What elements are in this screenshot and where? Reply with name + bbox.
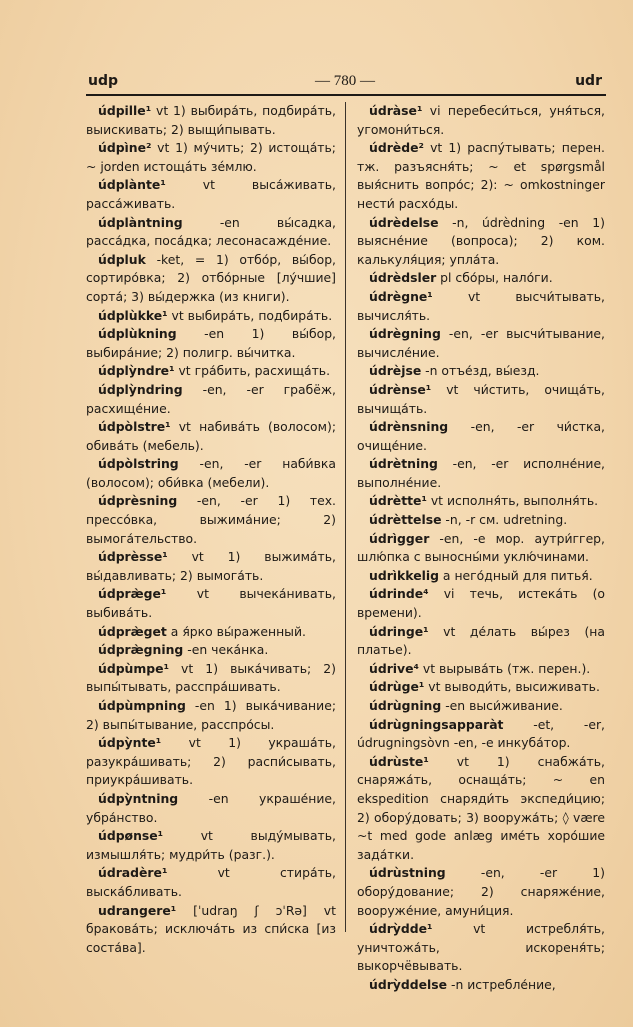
dictionary-entry	[86, 734, 336, 790]
entry-definition: -en, -er чи́стка, очище́ние.	[357, 419, 605, 453]
entry-headword: údrède²	[369, 140, 424, 156]
dictionary-entry	[357, 269, 605, 288]
dictionary-entry	[357, 697, 605, 716]
entry-headword: údrèttelse	[369, 512, 442, 528]
dictionary-entry	[357, 623, 605, 660]
header-right-guide-word: udr	[575, 73, 602, 89]
dictionary-entry	[357, 716, 605, 753]
entry-headword: údrètning	[369, 456, 438, 472]
entry-headword: údrive⁴	[369, 660, 419, 676]
entry-definition: -en, -er грабёж, расхище́ние.	[86, 381, 336, 416]
entry-headword: údrènsning	[369, 419, 449, 435]
entry-headword: údrùge¹	[369, 679, 425, 695]
entry-definition: vt гра́бить, расхища́ть.	[174, 363, 331, 379]
entry-definition: vt выводи́ть, высиживать.	[424, 679, 600, 695]
entry-definition: vt выбира́ть, подбира́ть.	[167, 307, 333, 323]
entry-headword: údpòlstring	[98, 456, 179, 472]
entry-headword: údplùkke¹	[98, 307, 168, 323]
dictionary-entry	[86, 492, 336, 548]
entry-headword: údpỳntning	[98, 790, 179, 806]
entry-definition: vi течь, истека́ть (о времени).	[357, 586, 605, 621]
page-header	[86, 73, 604, 95]
entry-definition: [ˈudraŋ ʃ ɔˈRə] vt бракова́ть; исключа́ть из спи́ска [из соста́ва].	[86, 902, 336, 955]
entry-headword: údplỳndring	[98, 381, 183, 397]
entry-headword: údrèdsler	[369, 270, 437, 286]
entry-headword: údpòlstre¹	[98, 419, 171, 435]
entry-headword: údplànte¹	[98, 177, 166, 193]
entry-headword: údpluk	[98, 251, 146, 267]
entry-headword: údpùmpning	[98, 698, 186, 713]
entry-headword: údrètte¹	[369, 493, 427, 509]
dictionary-entry	[357, 325, 605, 362]
entry-definition: vt 1) распу́тывать; перен. тж. разъясня́ть; ~ et spørgsmål выя́снить вопро́с; 2): ~ omkostninger нести́ расхо́ды.	[357, 140, 605, 211]
entry-definition: vt 1) украша́ть, разукра́шивать; 2) распи́сывать, приукра́шивать.	[86, 735, 336, 788]
entry-definition: a него́дный для питья́.	[438, 567, 593, 583]
entry-headword: údrèjse	[369, 363, 422, 379]
entry-definition: -en, -er высчи́тывание, вычисле́ние.	[357, 326, 605, 360]
dictionary-entry	[357, 455, 605, 492]
entry-definition: vt выса́живать, расса́живать.	[86, 177, 336, 211]
entry-headword: údpræ̀ge¹	[98, 586, 167, 602]
entry-definition: -ket, = 1) отбо́р, вы́бор, сортиро́вка; 2) отбо́рные [лу́чшие] сорта́; 3) вы́держка (из книги).	[86, 251, 336, 304]
entry-headword: údrìgger	[369, 530, 430, 546]
dictionary-entry	[86, 660, 336, 697]
entry-headword: údrinde⁴	[369, 586, 429, 602]
entry-definition: vi перебеси́ться, уня́ться, угомони́ться.	[357, 103, 605, 137]
entry-headword: údpønse¹	[98, 828, 164, 844]
entry-headword: údprèsse¹	[98, 549, 168, 565]
entry-headword: údrùgning	[369, 698, 442, 713]
entry-definition: -n отъе́зд, вы́езд.	[421, 363, 540, 379]
entry-definition: a я́рко вы́раженный.	[166, 623, 306, 639]
dictionary-entry	[357, 362, 605, 381]
entry-headword: údrègne¹	[369, 288, 433, 304]
entry-definition: vt исполня́ть, выполня́ть.	[426, 493, 599, 509]
entry-definition: -en выси́живание.	[441, 698, 563, 713]
dictionary-entry	[357, 678, 605, 697]
dictionary-entry	[86, 418, 336, 455]
dictionary-entry	[86, 362, 336, 381]
dictionary-entry	[357, 418, 605, 455]
entry-definition: -en, -er 1) тех. прессо́вка, выжима́ние; 2) вымога́тельство.	[86, 493, 336, 546]
dictionary-entry	[357, 920, 605, 976]
dictionary-entry	[357, 567, 605, 586]
entry-definition: vt 1) му́чить; 2) истоща́ть; ~ jorden истощáть зéмлю.	[86, 140, 336, 174]
entry-definition: vt стира́ть, выска́бливать.	[86, 865, 336, 899]
entry-definition: vt выду́мывать, измышля́ть; мудри́ть (разг.).	[86, 828, 336, 862]
left-column	[86, 102, 336, 957]
dictionary-entry	[86, 455, 336, 492]
dictionary-entry	[86, 790, 336, 827]
header-rule	[86, 94, 606, 96]
entry-definition: -en, -er исполне́ние, выполне́ние.	[357, 456, 605, 490]
entry-definition: vt чи́стить, очища́ть, вычища́ть.	[357, 381, 605, 416]
entry-definition: -n, údrèdning -en 1) выясне́ние (вопроса); 2) ком. калькуля́ция; упла́та.	[357, 214, 605, 267]
entry-headword: údrùste¹	[369, 753, 429, 769]
entry-headword: údpùmpe¹	[98, 660, 169, 676]
entry-definition: vt 1) выка́чивать; 2) выпы́тывать, расспра́шивать.	[86, 660, 336, 695]
entry-headword: údrènse¹	[369, 381, 432, 397]
entry-definition: vt де́лать вы́рез (на платье).	[357, 623, 605, 658]
entry-definition: vt вырыва́ть (тж. перен.).	[418, 660, 591, 676]
dictionary-entry	[357, 214, 605, 270]
entry-definition: -en, -er 1) обору́дование; 2) снаряже́ние, вооруже́ние, амуни́ция.	[357, 865, 605, 918]
entry-definition: -en, -e мор. аутри́ггер, шлю́пка с выносны́ми уклю́чинами.	[357, 530, 605, 565]
dictionary-entry	[86, 251, 336, 307]
entry-definition: vt 1) выбира́ть, подбира́ть, выискивать; 2) выщи́пывать.	[86, 103, 336, 137]
dictionary-entry	[357, 139, 605, 213]
dictionary-entry	[357, 102, 605, 139]
dictionary-entry	[357, 753, 605, 865]
entry-definition: pl сбо́ры, нало́ги.	[436, 270, 553, 286]
entry-headword: údplùkning	[98, 326, 177, 342]
dictionary-entry	[86, 307, 336, 326]
header-left-guide-word: udp	[88, 73, 119, 89]
entry-definition: -en 1) вы́бор, выбира́ние; 2) полигр. вы́читка.	[86, 326, 336, 360]
entry-definition: -n, -r см. udretning.	[441, 512, 568, 528]
entry-headword: údradère¹	[98, 865, 168, 881]
entry-headword: údrèdelse	[369, 214, 439, 230]
entry-headword: údpỳnte¹	[98, 735, 162, 751]
dictionary-entry	[86, 381, 336, 418]
entry-definition: vt вычека́нивать, выбива́ть.	[86, 586, 336, 621]
entry-definition: -et, -er, údrugningsòvn -en, -e инкуба́тор.	[357, 716, 605, 751]
entry-headword: údrùgningsapparàt	[369, 716, 504, 732]
dictionary-entry	[86, 585, 336, 622]
dictionary-entry	[86, 548, 336, 585]
dictionary-entry	[357, 530, 605, 567]
dictionary-entry	[357, 288, 605, 325]
column-divider	[345, 102, 346, 932]
entry-headword: údpìne²	[98, 140, 152, 156]
entry-headword: udrangere¹	[98, 902, 177, 918]
page-number: — 780 —	[315, 73, 375, 89]
entry-definition: -en вы́садка, расса́дка, поса́дка; лесонасажде́ние.	[86, 214, 336, 249]
entry-definition: -en чека́нка.	[183, 642, 269, 658]
entry-headword: údrỳddelse	[369, 976, 448, 992]
entry-headword: údrỳdde¹	[369, 921, 433, 937]
dictionary-entry	[86, 827, 336, 864]
dictionary-entry	[86, 176, 336, 213]
entry-headword: údprèsning	[98, 493, 178, 509]
entry-definition: -en, -er наби́вка (волосом); оби́вка (мебели).	[86, 456, 336, 490]
entry-headword: údplỳndre¹	[98, 363, 175, 379]
entry-headword: údràse¹	[369, 103, 423, 118]
entry-headword: údrùstning	[369, 865, 446, 881]
dictionary-entry	[357, 381, 605, 418]
dictionary-entry	[86, 641, 336, 660]
dictionary-entry	[357, 864, 605, 920]
dictionary-entry	[357, 585, 605, 622]
dictionary-entry	[357, 492, 605, 511]
entry-definition: -en украше́ние, убра́нство.	[86, 790, 336, 825]
entry-headword: údrègning	[369, 326, 441, 342]
entry-headword: údpræ̀get	[98, 623, 167, 639]
dictionary-entry	[86, 864, 336, 901]
dictionary-entry	[86, 623, 336, 642]
entry-definition: vt 1) снабжа́ть, снаряжа́ть, оснаща́ть; ~ en ekspedition снаряди́ть экспеди́цию; 2) обору́довать; 3) вооружа́ть; ◊ være ~t med gode anlæg име́ть хоро́шие зада́тки.	[357, 753, 605, 862]
dictionary-entry	[86, 902, 336, 958]
dictionary-entry	[86, 139, 336, 176]
dictionary-entry	[357, 976, 605, 995]
right-column	[357, 102, 605, 995]
dictionary-entry	[86, 325, 336, 362]
entry-headword: údpræ̀gning	[98, 642, 184, 658]
entry-definition: vt набива́ть (волосом); обива́ть (мебель).	[86, 419, 336, 453]
dictionary-entry	[86, 214, 336, 251]
dictionary-entry	[357, 660, 605, 679]
entry-headword: udrìkkelig	[369, 567, 439, 583]
dictionary-entry	[86, 697, 336, 734]
dictionary-entry	[86, 102, 336, 139]
entry-headword: údringe¹	[369, 623, 429, 639]
entry-definition: -en 1) выка́чивание; 2) выпы́тывание, расспро́сы.	[86, 698, 336, 732]
entry-headword: údplàntning	[98, 214, 183, 230]
entry-definition: vt высчи́тывать, вычисля́ть.	[357, 288, 605, 323]
dictionary-entry	[357, 511, 605, 530]
entry-definition: vt 1) выжима́ть, вы́давливать; 2) вымога́ть.	[86, 549, 336, 583]
entry-headword: údpille¹	[98, 103, 152, 118]
entry-definition: vt истребля́ть, уничтожа́ть, искореня́ть; выкорчёвывать.	[357, 921, 605, 974]
entry-definition: -n истребле́ние,	[447, 976, 556, 992]
